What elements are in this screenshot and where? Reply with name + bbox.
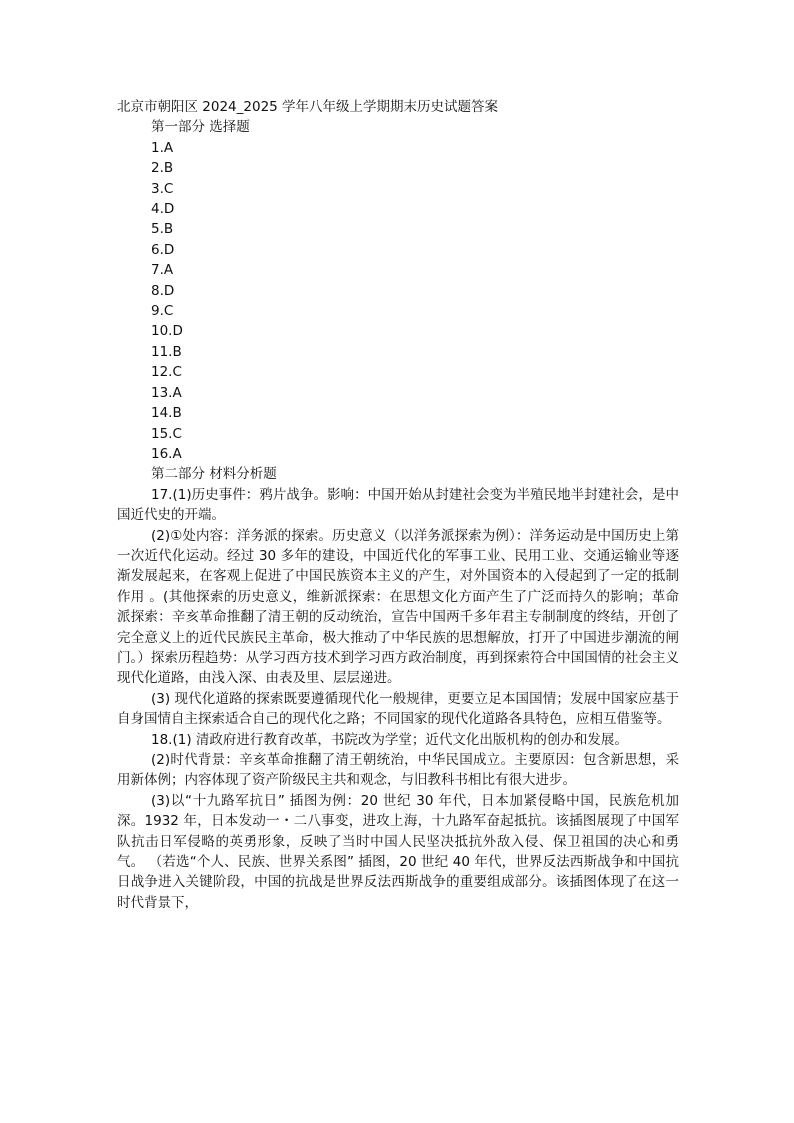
answer-item: 5.B [151,221,174,238]
answer-paragraph-18-2: (2)时代背景：辛亥革命推翻了清王朝统治，中华民国成立。主要原因：包含新思想，采用新体例；内容体现了资产阶级民主共和观念，与旧教科书相比有很大进步。 [117,752,679,789]
answer-item: 15.C [151,425,182,442]
answer-item: 7.A [151,262,174,279]
answer-paragraph-17-1: 17.(1)历史事件：鸦片战争。影响：中国开始从封建社会变为半殖民地半封建社会，是中国近代史的开端。 [117,486,679,524]
answer-item: 11.B [151,343,182,360]
answer-item: 14.B [151,405,182,422]
answer-paragraph-17-2: (2)①处内容：洋务派的探索。历史意义（以洋务派探索为例）：洋务运动是中国历史上第一次近代化运动。经过 30 多年的建设，中国近代化的军事工业、民用工业、交通运输业等逐渐发展起来，在客观上促进了中国民族资本主义的产生，对外国资本的入侵起到了一定的抵制作用 。(其他探索的历史意义，维新派探索：在思想文化方面产生了广泛而持久的影响；革命派探索：辛亥革命推翻了清王朝的反动统治，宣告中国两千多年君主专制制度的终结，开创了完全意义上的近代民族民主革命，极大推动了中华民族的思想解放，打开了中国进步潮流的闸门。）探索历程趋势：从学习西方技术到学习西方政治制度，再到探索符合中国国情的社会主义现代化道路，由浅入深、由表及里、层层递进。 [117,527,679,687]
answer-item: 12.C [151,364,182,381]
answer-item: 4.D [151,201,175,218]
answer-item: 8.D [151,282,175,299]
answer-item: 3.C [151,180,174,197]
answer-item: 16.A [151,445,182,462]
answer-item: 10.D [151,323,183,340]
answer-item: 6.D [151,241,175,258]
document-page [117,97,679,913]
answer-item: 9.C [151,303,174,320]
answer-paragraph-18-1: 18.(1) 清政府进行教育改革，书院改为学堂；近代文化出版机构的创办和发展。 [151,731,628,748]
answer-list [117,138,679,465]
answer-item: 13.A [151,384,182,401]
document-title: 北京市朝阳区 2024_2025 学年八年级上学期期末历史试题答案 [117,99,499,115]
part2-heading: 第二部分 材料分析题 [151,466,277,483]
answer-paragraph-18-3: (3)以“十九路军抗日” 插图为例：20 世纪 30 年代，日本加紧侵略中国，民族危机加深。1932 年，日本发动一・二八事变，进攻上海，十九路军奋起抵抗。该插图展现了中国军队抗击日军侵略的英勇形象，反映了当时中国人民坚决抵抗外敌入侵、保卫祖国的决心和勇气。 （若选“个人、民族、世界关系图” 插图，20 世纪 40 年代，世界反法西斯战争和中国抗日战争进入关键阶段，中国的抗战是世界反法西斯战争的重要组成部分。该插图体现了在这一时代背景下， [117,792,679,911]
answer-item: 2.B [151,160,174,177]
answer-item: 1.A [151,139,174,156]
answer-paragraph-17-3: (3) 现代化道路的探索既要遵循现代化一般规律，更要立足本国国情；发展中国家应基于自身国情自主探索适合自己的现代化之路；不同国家的现代化道路各具特色，应相互借鉴等。 [117,690,679,728]
part1-heading: 第一部分 选择题 [151,119,250,136]
